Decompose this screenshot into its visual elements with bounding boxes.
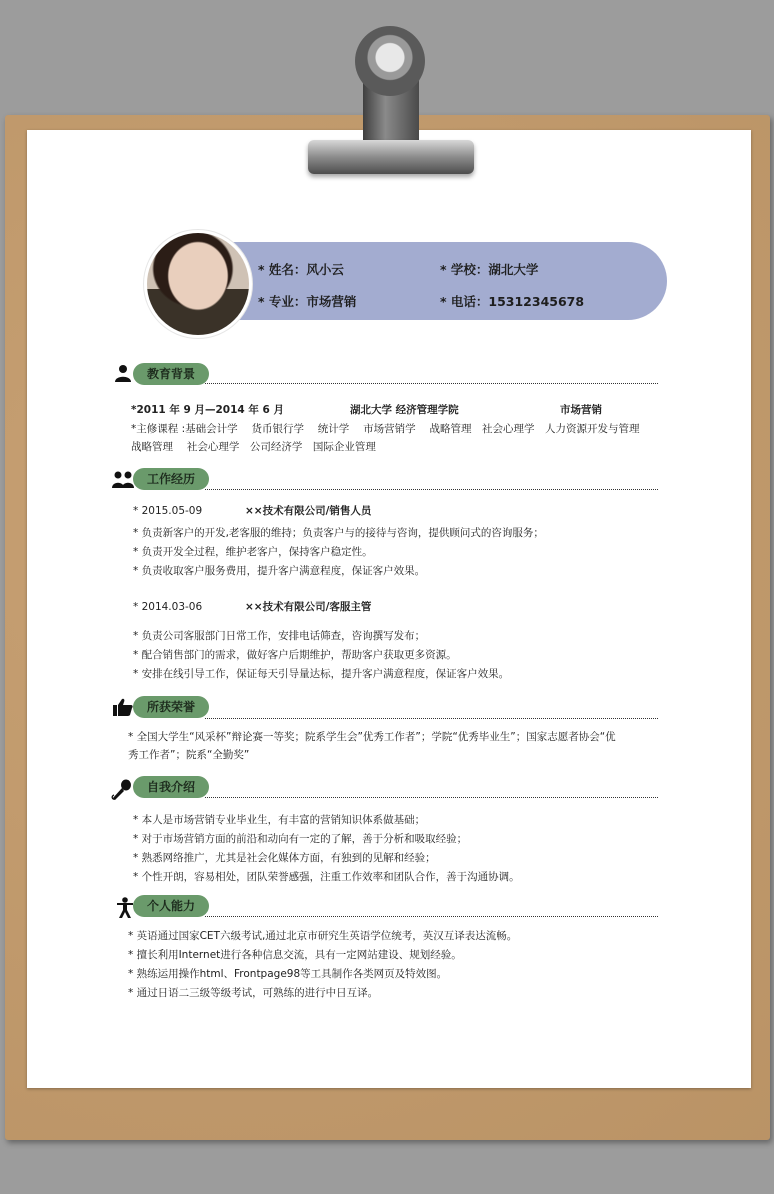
education-courses-line1: *主修课程 :基础会计学 货币银行学 统计学 市场营销学 战略管理 社会心理学 人力资源开发与管理 — [131, 423, 640, 435]
avatar — [144, 230, 252, 338]
education-major: 市场营销 — [560, 404, 602, 416]
section-divider — [205, 916, 658, 917]
job-date: * 2015.05-09 — [133, 505, 203, 517]
job-company: ××技术有限公司/客服主管 — [245, 601, 372, 613]
intro-item: * 本人是市场营销专业毕业生，有丰富的营销知识体系做基础； — [133, 814, 426, 826]
header-phone: * 电话：15312345678 — [440, 294, 585, 309]
job-duty: * 安排在线引导工作，保证每天引导量达标，提升客户满意程度，保证客户效果。 — [133, 668, 510, 680]
job-company: ××技术有限公司/销售人员 — [245, 505, 372, 517]
avatar-photo — [147, 233, 249, 335]
clip-bar — [308, 140, 474, 174]
thumbs-up-icon — [113, 698, 133, 716]
honors-line1: * 全国大学生“风采杯”辩论赛一等奖；院系学生会”优秀工作者”；学院“优秀毕业生”；国家志愿者协会“优 — [128, 731, 616, 743]
clip-ring — [355, 26, 425, 96]
section-divider — [205, 383, 658, 384]
job-duty: * 配合销售部门的需求，做好客户后期维护，帮助客户获取更多资源。 — [133, 649, 457, 661]
section-divider — [205, 718, 658, 719]
skills-item: * 熟练运用操作html、Frontpage98等工具制作各类网页及特效图。 — [128, 968, 448, 980]
education-courses-line2: 战略管理 社会心理学 公司经济学 国际企业管理 — [131, 441, 376, 453]
job-duty: * 负责收取客户服务费用，提升客户满意程度，保证客户效果。 — [133, 565, 426, 577]
job-duty: * 负责开发全过程，维护老客户，保持客户稳定性。 — [133, 546, 373, 558]
section-title-education: 教育背景 — [133, 363, 209, 385]
header-name: * 姓名：风小云 — [258, 262, 344, 277]
job-date: * 2014.03-06 — [133, 601, 203, 613]
skills-item: * 通过日语二三级等级考试，可熟练的进行中日互译。 — [128, 987, 379, 999]
microphone-icon — [111, 779, 132, 800]
skills-item: * 英语通过国家CET六级考试,通过北京市研究生英语学位统考，英汉互译表达流畅。 — [128, 930, 518, 942]
header-major: * 专业：市场营销 — [258, 294, 357, 309]
section-divider — [205, 489, 658, 490]
intro-item: * 个性开朗，容易相处，团队荣誉感强，注重工作效率和团队合作，善于沟通协调。 — [133, 871, 520, 883]
job-duty: * 负责公司客服部门日常工作，安排电话筛查，咨询撰写发布； — [133, 630, 426, 642]
section-title-intro: 自我介绍 — [133, 776, 209, 798]
honors-line2: 秀工作者”；院系“全勤奖” — [128, 749, 250, 761]
education-school: 湖北大学 经济管理学院 — [350, 404, 459, 416]
section-title-work: 工作经历 — [133, 468, 209, 490]
intro-item: * 熟悉网络推广，尤其是社会化媒体方面，有独到的见解和经验； — [133, 852, 436, 864]
person-icon — [114, 364, 132, 382]
header-school: * 学校：湖北大学 — [440, 262, 539, 277]
section-title-skills: 个人能力 — [133, 895, 209, 917]
skills-item: * 擅长利用Internet进行各种信息交流，具有一定网站建设、规划经验。 — [128, 949, 462, 961]
education-period: *2011 年 9 月—2014 年 6 月 — [131, 404, 284, 416]
section-divider — [205, 797, 658, 798]
job-duty: * 负责新客户的开发,老客服的维持；负责客户与的接待与咨询，提供顾问式的咨询服务； — [133, 527, 544, 539]
intro-item: * 对于市场营销方面的前沿和动向有一定的了解，善于分析和吸取经验； — [133, 833, 468, 845]
section-title-honors: 所获荣誉 — [133, 696, 209, 718]
group-icon — [112, 470, 134, 488]
figure-icon — [117, 897, 133, 918]
